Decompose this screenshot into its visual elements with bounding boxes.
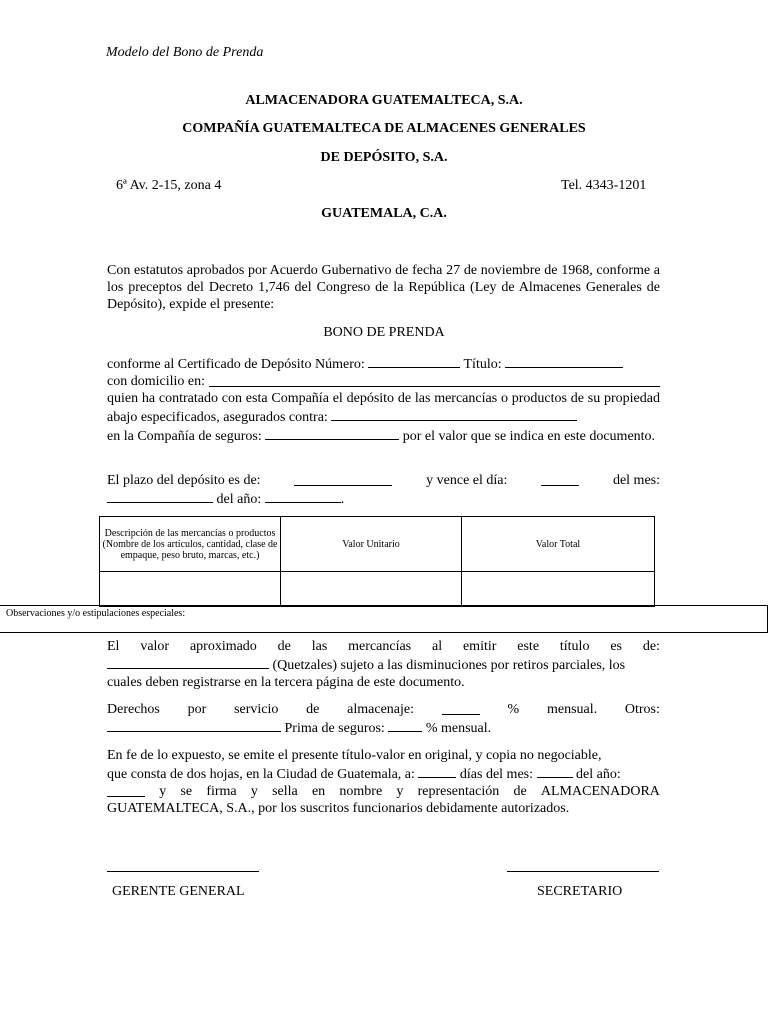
anio-label: del año:: [216, 492, 262, 507]
vence-label: y vence el día:: [426, 473, 508, 488]
plazo-line: [107, 472, 660, 489]
word: firma: [206, 784, 237, 799]
contratado-line: [107, 390, 660, 426]
unit-value-cell[interactable]: [281, 572, 462, 607]
description-cell[interactable]: [100, 572, 281, 607]
dias-field[interactable]: [418, 764, 456, 778]
word: sella: [272, 784, 298, 799]
word: en: [311, 784, 326, 799]
goods-table: [99, 516, 655, 607]
quetzales-text: (Quetzales) sujeto a las disminuciones por retiros parciales, los: [272, 658, 626, 673]
goods-data-row: [100, 572, 655, 607]
certificado-field[interactable]: [368, 354, 460, 368]
word: y: [159, 784, 167, 799]
word: este: [517, 639, 540, 654]
plazo-field[interactable]: [294, 472, 392, 486]
derechos-line1: [107, 701, 660, 718]
mensual-label: mensual.: [546, 702, 598, 717]
word: mercancías: [348, 639, 412, 654]
word: y: [250, 784, 258, 799]
word: es: [610, 639, 622, 654]
almacenaje-field[interactable]: [442, 701, 480, 715]
mes-label: del mes:: [612, 473, 660, 488]
fe-city-text: que consta de dos hojas, en la Ciudad de Guatemala, a:: [107, 767, 415, 782]
word: de:: [642, 639, 660, 654]
word: de: [513, 784, 527, 799]
seguros-line: [107, 426, 660, 445]
signature-line-gerente[interactable]: [107, 871, 259, 872]
secretario-label: SECRETARIO: [537, 884, 623, 899]
titulo-field[interactable]: [505, 354, 623, 368]
word: representación: [417, 784, 500, 799]
plazo-label: El plazo del depósito es de:: [107, 473, 261, 488]
otros-label: Otros:: [624, 702, 660, 717]
observaciones-label: Observaciones y/o estipulaciones especiales:: [6, 608, 186, 619]
domicilio-field[interactable]: [209, 373, 660, 387]
word: las: [311, 639, 328, 654]
word: almacenaje:: [347, 702, 414, 717]
aseguradora-field[interactable]: [265, 426, 399, 440]
word: servicio: [234, 702, 279, 717]
valor-indica-text: por el valor que se indica en este documento.: [402, 429, 656, 444]
derechos-line2: [107, 718, 660, 737]
word: y: [396, 784, 404, 799]
prima-label: Prima de seguros:: [284, 721, 385, 736]
prima-end: % mensual.: [425, 721, 492, 736]
total-value-cell[interactable]: [462, 572, 655, 607]
seguros-label: en la Compañía de seguros:: [107, 429, 262, 444]
word: El: [107, 639, 120, 654]
body-section: [107, 354, 660, 445]
gerente-label: GERENTE GENERAL: [112, 884, 245, 899]
valor-line3: cuales deben registrarse en la tercera página de este documento.: [107, 675, 465, 690]
fe-line1: En fe de lo expuesto, se emite el presente título-valor en original, y copia no negociable,: [107, 748, 602, 763]
contratado-text: quien ha contratado con esta Compañía el depósito de las mercancías o productos de su propiedad abajo especificados, asegurados contra:: [107, 391, 660, 425]
word: valor: [140, 639, 170, 654]
valor-aproximado-field[interactable]: [107, 655, 269, 669]
description-header: Descripción de las mercancías o productos (Nombre de los artículos, cantidad, clase de empaque, peso bruto, marcas, etc.): [100, 517, 281, 572]
unit-value-header: Valor Unitario: [281, 517, 462, 572]
signature-line-secretario[interactable]: [507, 871, 659, 872]
domicilio-label: con domicilio en:: [107, 374, 205, 389]
company-phone: Tel. 4343-1201: [561, 178, 647, 193]
word: por: [187, 702, 207, 717]
anio-end: .: [340, 492, 345, 507]
word: aproximado: [189, 639, 257, 654]
company-full-name-line1: COMPAÑÍA GUATEMALTECA DE ALMACENES GENERALES: [182, 121, 586, 136]
company-full-name-line2: DE DEPÓSITO, S.A.: [320, 150, 448, 165]
titulo-label: Título:: [463, 357, 502, 372]
percent-sign: %: [507, 702, 520, 717]
word: emitir: [462, 639, 497, 654]
dia-field[interactable]: [541, 472, 579, 486]
word: nombre: [339, 784, 383, 799]
prima-field[interactable]: [388, 718, 422, 732]
goods-header-row: [100, 517, 655, 572]
word: de: [306, 702, 320, 717]
word: se: [180, 784, 193, 799]
word: de: [277, 639, 291, 654]
company-city: GUATEMALA, C.A.: [321, 206, 447, 221]
document-note: Modelo del Bono de Prenda: [106, 45, 264, 60]
word: título: [559, 639, 590, 654]
word: al: [432, 639, 443, 654]
valor-section: [107, 638, 660, 691]
certificado-label: conforme al Certificado de Depósito Número:: [107, 357, 365, 372]
total-value-header: Valor Total: [462, 517, 655, 572]
word: Derechos: [107, 702, 160, 717]
otros-field[interactable]: [107, 718, 281, 732]
observaciones-box[interactable]: [0, 605, 768, 633]
word: ALMACENADORA: [540, 784, 660, 799]
asegurado-contra-field[interactable]: [331, 407, 577, 421]
derechos-section: [107, 701, 660, 737]
domicilio-line: [107, 373, 660, 390]
fe-line3: [107, 783, 660, 800]
intro-paragraph: Con estatutos aprobados por Acuerdo Gubernativo de fecha 27 de noviembre de 1968, conforme a los preceptos del Decreto 1,746 del Congreso de la República (Ley de Almacenes Generales de Depósito), expide el presente:: [107, 263, 660, 312]
anio-field[interactable]: [265, 489, 341, 503]
certificado-line: [107, 354, 660, 373]
anio-line: [107, 489, 660, 508]
company-name: ALMACENADORA GUATEMALTECA, S.A.: [245, 93, 523, 108]
dias-mes-label: días del mes:: [459, 767, 534, 782]
fe-anio-field[interactable]: [107, 783, 145, 797]
valor-line2: [107, 655, 660, 674]
mes-field[interactable]: [107, 489, 213, 503]
document-title: BONO DE PRENDA: [323, 325, 445, 340]
fe-section: [107, 747, 660, 817]
fe-line4: GUATEMALTECA, S.A., por los suscritos funcionarios debidamente autorizados.: [107, 801, 570, 816]
valor-line1: [107, 638, 660, 655]
fe-mes-field[interactable]: [537, 764, 573, 778]
plazo-section: [107, 472, 660, 508]
company-address: 6ª Av. 2-15, zona 4: [116, 178, 222, 193]
fe-line2: [107, 764, 660, 783]
fe-anio-label: del año:: [576, 767, 621, 782]
